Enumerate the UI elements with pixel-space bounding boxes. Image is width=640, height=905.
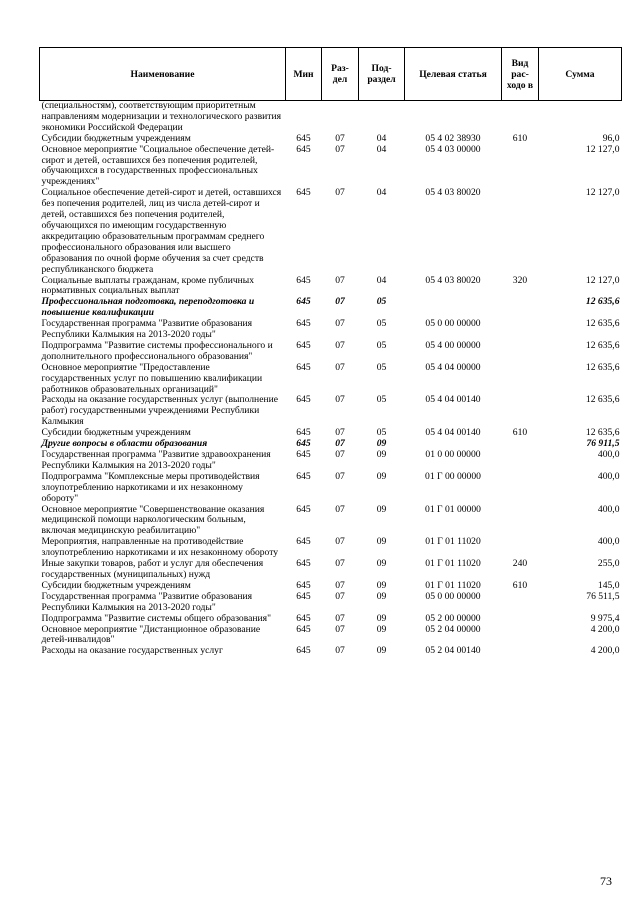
row-summa: 400,0 xyxy=(597,470,620,482)
row-name: Другие вопросы в области образования xyxy=(41,438,208,450)
row-celevaya: 05 4 04 00140 xyxy=(425,427,481,439)
row-vid xyxy=(502,395,539,428)
row-celevaya: 01 Г 01 11020 xyxy=(425,558,481,570)
row-celevaya: 01 Г 01 11020 xyxy=(425,536,481,548)
row-podrazdel: 09 xyxy=(376,558,387,570)
table-row xyxy=(40,505,622,538)
row-razdel: 07 xyxy=(335,132,345,144)
row-summa: 12 635,6 xyxy=(585,361,620,373)
row-name: Мероприятия, направленные на противодействие злоупотреблению наркотиками и их незаконному обороту xyxy=(41,536,279,559)
header-min: Мин xyxy=(286,48,322,101)
row-vid xyxy=(502,505,539,538)
row-vid xyxy=(502,188,539,275)
table-row xyxy=(40,101,622,134)
row-razdel: 07 xyxy=(335,143,345,155)
row-vid xyxy=(502,101,539,134)
row-vid xyxy=(502,450,539,472)
row-min: 645 xyxy=(296,394,311,406)
page-number: 73 xyxy=(600,874,612,888)
row-vid xyxy=(502,145,539,189)
header-razdel: Раз-дел xyxy=(322,48,359,101)
table-row xyxy=(40,559,622,581)
row-razdel: 07 xyxy=(335,558,345,570)
row-razdel: 07 xyxy=(335,274,345,286)
row-podrazdel xyxy=(359,101,405,134)
table-row xyxy=(40,646,622,657)
row-celevaya: 05 0 00 00000 xyxy=(425,318,481,330)
row-razdel: 07 xyxy=(335,623,345,635)
row-razdel: 07 xyxy=(335,318,345,330)
row-name: Подпрограмма "Развитие системы общего образования" xyxy=(41,612,271,624)
row-podrazdel: 05 xyxy=(376,427,387,439)
table-row xyxy=(40,614,622,625)
row-summa: 12 635,6 xyxy=(585,427,620,439)
row-summa: 96,0 xyxy=(602,132,620,144)
header-celevaya: Целевая статья xyxy=(405,48,502,101)
row-celevaya: 01 Г 00 00000 xyxy=(425,470,481,482)
table-row xyxy=(40,450,622,472)
header-summa: Сумма xyxy=(539,48,622,101)
row-summa: 12 635,6 xyxy=(585,296,620,308)
row-min: 645 xyxy=(296,579,311,591)
row-summa: 12 127,0 xyxy=(585,143,620,155)
table-body xyxy=(40,101,622,658)
row-celevaya: 01 0 00 00000 xyxy=(425,449,481,460)
row-vid xyxy=(502,472,539,505)
row-podrazdel: 09 xyxy=(376,645,387,657)
row-celevaya: 05 4 04 00140 xyxy=(425,394,481,406)
row-razdel: 07 xyxy=(335,438,345,450)
row-vid xyxy=(502,537,539,559)
row-summa: 400,0 xyxy=(597,536,620,548)
row-podrazdel: 09 xyxy=(376,612,387,624)
row-name: Расходы на оказание государственных услуг (выполнение работ) государственными учреждениями Республики Калмыкия xyxy=(41,394,278,428)
header-name: Наименование xyxy=(40,48,286,101)
row-name: Государственная программа "Развитие образования Республики Калмыкия на 2013-2020 годы" xyxy=(41,318,253,341)
row-vid xyxy=(502,439,539,450)
row-vid xyxy=(502,625,539,647)
row-razdel: 07 xyxy=(335,187,345,199)
row-name: Основное мероприятие "Предоставление государственных услуг по повышению квалификации работников образовательных организаций" xyxy=(41,361,263,395)
row-razdel: 07 xyxy=(335,645,345,657)
row-celevaya: 05 4 02 38930 xyxy=(425,132,481,144)
row-razdel: 07 xyxy=(335,449,345,460)
row-podrazdel: 09 xyxy=(376,438,387,450)
row-summa: 400,0 xyxy=(597,503,620,515)
row-razdel: 07 xyxy=(335,503,345,515)
row-razdel xyxy=(322,101,359,134)
row-razdel: 07 xyxy=(335,590,345,602)
row-min: 645 xyxy=(296,623,311,635)
row-summa: 400,0 xyxy=(597,449,620,460)
row-podrazdel: 09 xyxy=(376,449,387,460)
row-vid xyxy=(502,592,539,614)
row-name: Расходы на оказание государственных услуг xyxy=(41,645,223,657)
row-name: Иные закупки товаров, работ и услуг для обеспечения государственных (муниципальных) нужд xyxy=(41,558,264,580)
row-name: Подпрограмма "Комплексные меры противодействия злоупотреблению наркотиками и их незаконному обороту" xyxy=(41,470,260,504)
row-name: Субсидии бюджетным учреждениям xyxy=(41,579,191,591)
table-row xyxy=(40,537,622,559)
row-vid xyxy=(502,646,539,657)
row-razdel: 07 xyxy=(335,612,345,624)
row-min: 645 xyxy=(296,449,311,460)
row-razdel: 07 xyxy=(335,394,345,406)
row-vid xyxy=(502,614,539,625)
row-name: Подпрограмма "Развитие системы профессионального и дополнительного профессионального образования" xyxy=(41,339,273,362)
header-vid: Вид рас-ходо в xyxy=(502,48,539,101)
row-podrazdel: 09 xyxy=(376,503,387,515)
row-razdel: 07 xyxy=(335,579,345,591)
table-row xyxy=(40,592,622,614)
row-min: 645 xyxy=(296,558,311,570)
row-celevaya: 01 Г 01 11020 xyxy=(425,579,481,591)
row-name: Субсидии бюджетным учреждениям xyxy=(41,132,191,144)
row-celevaya: 05 2 04 00140 xyxy=(425,645,481,657)
table-row xyxy=(40,625,622,647)
table-row xyxy=(40,134,622,145)
row-vid xyxy=(502,297,539,319)
table-header-row xyxy=(40,48,622,101)
row-vid xyxy=(502,319,539,341)
row-name: Основное мероприятие "Совершенствование оказания медицинской помощи наркологическим больным, включая медицинскую реабилитацию" xyxy=(41,503,265,537)
row-vid: 610 xyxy=(512,132,528,144)
table-row xyxy=(40,363,622,396)
row-min: 645 xyxy=(296,143,311,155)
row-min: 645 xyxy=(296,590,311,602)
row-summa: 145,0 xyxy=(597,579,620,591)
row-celevaya: 05 4 03 80020 xyxy=(425,187,481,199)
row-summa: 76 511,5 xyxy=(586,590,620,602)
row-min: 645 xyxy=(296,427,311,439)
row-name: Государственная программа "Развитие здравоохранения Республики Калмыкия на 2013-2020 годы" xyxy=(41,449,271,471)
row-summa: 12 635,6 xyxy=(585,318,620,330)
row-min: 645 xyxy=(296,361,311,373)
row-summa: 12 127,0 xyxy=(585,274,620,286)
table-row xyxy=(40,341,622,363)
row-summa: 12 635,6 xyxy=(585,394,620,406)
row-name: Субсидии бюджетным учреждениям xyxy=(41,427,191,439)
row-name: Профессиональная подготовка, переподготовка и повышение квалификации xyxy=(41,296,255,319)
row-celevaya: 05 4 00 00000 xyxy=(425,339,481,351)
row-vid: 610 xyxy=(512,579,528,591)
row-celevaya: 05 0 00 00000 xyxy=(425,590,481,602)
row-podrazdel: 09 xyxy=(376,579,387,591)
header-podrazdel: Под-раздел xyxy=(359,48,405,101)
row-vid xyxy=(502,341,539,363)
row-podrazdel: 05 xyxy=(376,318,387,330)
row-min: 645 xyxy=(296,612,311,624)
row-min: 645 xyxy=(296,503,311,515)
row-summa: 4 200,0 xyxy=(590,623,620,635)
table-row xyxy=(40,472,622,505)
row-podrazdel: 09 xyxy=(376,470,387,482)
row-summa: 4 200,0 xyxy=(590,645,620,657)
row-min: 645 xyxy=(296,470,311,482)
row-name: Государственная программа "Развитие образования Республики Калмыкия на 2013-2020 годы" xyxy=(41,590,253,613)
row-min: 645 xyxy=(296,318,311,330)
row-celevaya xyxy=(405,101,502,134)
row-celevaya: 05 4 03 80020 xyxy=(425,274,481,286)
row-podrazdel: 05 xyxy=(376,339,387,351)
row-min: 645 xyxy=(296,132,311,144)
row-summa xyxy=(539,101,622,134)
row-razdel: 07 xyxy=(335,339,345,351)
row-name: Основное мероприятие "Дистанционное образование детей-инвалидов" xyxy=(41,623,261,646)
row-min xyxy=(286,101,322,134)
budget-table xyxy=(39,47,622,657)
row-razdel: 07 xyxy=(335,361,345,373)
row-summa: 76 911,5 xyxy=(586,438,620,450)
row-razdel: 07 xyxy=(335,296,345,308)
row-podrazdel: 04 xyxy=(376,132,387,144)
row-min: 645 xyxy=(296,296,311,308)
table-row xyxy=(40,319,622,341)
row-podrazdel: 09 xyxy=(376,590,387,602)
table-row xyxy=(40,145,622,189)
table-row xyxy=(40,395,622,428)
row-summa: 12 635,6 xyxy=(585,339,620,351)
row-summa: 255,0 xyxy=(597,558,620,570)
row-vid: 610 xyxy=(512,427,528,439)
row-vid xyxy=(502,363,539,396)
row-celevaya: 01 Г 01 00000 xyxy=(425,503,481,515)
row-podrazdel: 04 xyxy=(376,274,387,286)
row-summa: 12 127,0 xyxy=(585,187,620,199)
row-min: 645 xyxy=(296,187,311,199)
row-min: 645 xyxy=(296,536,311,548)
row-name: Социальные выплаты гражданам, кроме публичных нормативных социальных выплат xyxy=(41,274,255,297)
row-podrazdel: 05 xyxy=(376,296,387,308)
row-celevaya: 05 2 00 00000 xyxy=(425,612,481,624)
row-min: 645 xyxy=(296,645,311,657)
table-row xyxy=(40,188,622,275)
row-summa: 9 975,4 xyxy=(590,612,620,624)
row-podrazdel: 04 xyxy=(376,143,387,155)
row-razdel: 07 xyxy=(335,427,345,439)
row-podrazdel: 05 xyxy=(376,394,387,406)
row-min: 645 xyxy=(296,274,311,286)
row-vid: 240 xyxy=(512,558,528,570)
row-celevaya xyxy=(405,297,502,319)
row-podrazdel: 09 xyxy=(376,623,387,635)
row-celevaya: 05 4 03 00000 xyxy=(425,143,481,155)
table-row xyxy=(40,276,622,298)
table-row xyxy=(40,297,622,319)
row-podrazdel: 09 xyxy=(376,536,387,548)
row-podrazdel: 05 xyxy=(376,361,387,373)
row-podrazdel: 04 xyxy=(376,187,387,199)
row-min: 645 xyxy=(296,438,311,450)
row-name: Основное мероприятие "Социальное обеспечение детей-сирот и детей, оставшихся без попечения родителей, обучающихся в государственных профессиональных учреждениях" xyxy=(41,143,275,188)
row-name: Социальное обеспечение детей-сирот и детей, оставшихся без попечения родителей, лиц из числа детей-сирот и детей, оставшихся без попечения родителей, обучающихся по имеющим государственную аккредитацию образовательным программам среднего профессионального образования или высшего образования по очной форме обучения за счет средств республиканского бюджета xyxy=(41,187,282,275)
row-vid: 320 xyxy=(512,274,528,286)
row-celevaya: 05 2 04 00000 xyxy=(425,623,481,635)
row-celevaya: 05 4 04 00000 xyxy=(425,361,481,373)
row-min: 645 xyxy=(296,339,311,351)
row-razdel: 07 xyxy=(335,470,345,482)
row-name: (специальностям), соответствующим приоритетным направлениям модернизации и технологического развития экономики Российской Федерации xyxy=(41,100,282,133)
row-razdel: 07 xyxy=(335,536,345,548)
